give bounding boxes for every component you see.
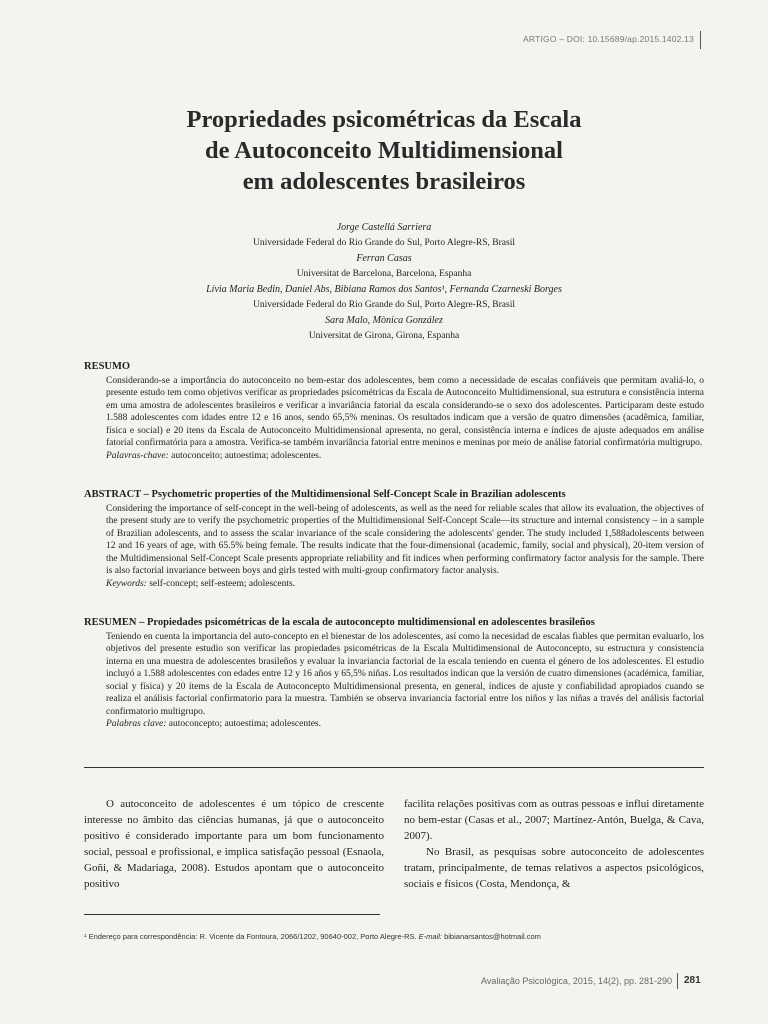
author-list [84, 220, 684, 344]
resumen-body: Teniendo en cuenta la importancia del auto-concepto en el bienestar de los adolescentes, así como la necesidad de escalas fiables que permitan evaluarlo, los objetivos del presente estudio son verificar las propiedades psicométricas de la Escala Multidimensional de Autoconcepto, su estructura y consistencia interna en una muestra de adolescentes brasileños y evaluar la invariancia factorial de la escala teniendo en cuenta el género de los adolescentes. El estudio incluyó a 1.588 adolescentes con edades entre 12 y 16 años y 65,5% niñas. Los resultados indican que la versión de cuatro dimensiones (académica, familiar, social y física) y 20 ítems de la Escala de Autoconcepto Multidimensional presenta, en general, índices de ajuste y confiabilidad apropiados cuando se realiza el análisis factorial confirmatorio para la muestra. También se observa invariancia factorial entre los niños y las niñas a través del análisis factorial confirmatorio multigrupo. [106, 631, 704, 717]
abstract-body: Considering the importance of self-concept in the well-being of adolescents, as well as the need for reliable scales that allow its evaluation, the objectives of the present study are to verify the psychometric properties of the Multidimensional Self-Concept Scale—its structure and internal consistency – in a sample of Brazilian adolescents, and to assess the scalar invariance of the scale considering the adolescents' gender. The study included 1,588adolescents between 12 and 16 years of age, with 65.5% being female. The results indicate that the four-dimensional (academic, family, social and physical), 20-item version of the Multidimensional Self-Concept Scale presents appropriate reliability and fit indices when performing confirmatory factor analysis for the sample. There is also factorial invariance between boys and girls tested with multi-group confirmatory factor analysis. [106, 503, 704, 576]
author-affiliation: Universidade Federal do Rio Grande do Sul, Porto Alegre-RS, Brasil [252, 299, 515, 310]
author-name: Sara Malo, Mònica González [325, 315, 443, 326]
resumo-section [84, 361, 704, 462]
body-paragraph: No Brasil, as pesquisas sobre autoconceito de adolescentes tratam, principalmente, de temas relativos a aspectos psicológicos, sociais e físicos (Costa, Mendonça, & [404, 846, 704, 890]
resumo-body: Considerando-se a importância do autoconceito no bem-estar dos adolescentes, bem como a necessidade de escalas confiáveis que permitam avaliá-lo, o presente estudo tem como objetivos verificar as propriedades psicométricas da Escala de Autoconceito Multidimensional, sua estrutura e consistência interna em uma amostra de adolescentes brasileiros e verificar a invariância fatorial da escala considerando-se o sexo dos adolescentes. Participaram deste estudo 1.588 adolescentes com idades entre 12 e 16 anos, sendo 65,5% meninas. Os resultados indicam que a versão de quatro dimensões (acadêmica, familiar, física e social) e 20 itens da Escala de Autoconceito Multidimensional apresenta, no geral, consistência interna e índices de ajuste adequados em análise fatorial confirmatória para a amostra. Verifica-se também invariância fatorial entre meninos e meninas por meio de análise fatorial confirmatória multigrupo. [106, 375, 704, 448]
body-paragraph: facilita relações positivas com as outras pessoas e influi diretamente no bem-estar (Casas et al., 2007; Martínez-Antón, Buelga, & Cava, 2007). [404, 798, 704, 842]
body-paragraph: O autoconceito de adolescentes é um tópico de crescente interesse no âmbito das ciências humanas, já que o autoconceito positivo é considerado importante para um bom funcionamento social, pessoal e profissional, e implica satisfação pessoal (Esnaola, Goñi, & Madariaga, 2008). Estudos apontam que o autoconceito positivo [84, 798, 384, 890]
keywords-text: self-concept; self-esteem; adolescents. [146, 578, 296, 589]
resumo-heading: RESUMO [84, 361, 131, 372]
keywords-text: autoconcepto; autoestima; adolescentes. [166, 719, 322, 729]
resumen-section [84, 617, 704, 731]
keywords-label: Keywords: [106, 578, 147, 589]
abstract-heading: ABSTRACT – Psychometric properties of the Multidimensional Self-Concept Scale in Brazilian adolescents [84, 489, 566, 500]
header-divider [700, 31, 701, 49]
article-doi: ARTIGO – DOI: 10.15689/ap.2015.1402.13 [523, 34, 694, 44]
article-title [84, 104, 684, 197]
abstract-section [84, 489, 704, 590]
resumo-keywords [106, 450, 704, 463]
keywords-text: autoconceito; autoestima; adolescentes. [168, 450, 322, 461]
page-number: 281 [677, 973, 701, 989]
author-affiliation: Universitat de Barcelona, Barcelona, Espanha [296, 268, 472, 279]
footnote-text: ¹ Endereço para correspondência: R. Vicente da Fontoura, 2066/1202, 90640-002, Porto Alegre-RS. [84, 932, 417, 941]
author-name: Ferran Casas [356, 253, 412, 264]
author-name: Jorge Castellá Sarriera [336, 222, 432, 233]
footnote [84, 932, 704, 941]
keywords-label: Palabras clave: [106, 719, 167, 729]
body-column-left [84, 796, 384, 892]
title-line-3: em adolescentes brasileiros [242, 168, 526, 195]
footnote-divider [84, 914, 380, 915]
keywords-label: Palavras-chave: [106, 450, 169, 461]
title-line-2: de Autoconceito Multidimensional [205, 137, 563, 164]
footnote-email: bibianarsantos@hotmail.com [442, 932, 541, 941]
abstract-keywords [106, 578, 704, 591]
body-column-right [404, 796, 704, 892]
author-name: Lívia Maria Bedin, Daniel Abs, Bibiana Ramos dos Santos¹, Fernanda Czarneski Borges [206, 284, 562, 295]
section-divider [84, 767, 704, 768]
author-affiliation: Universitat de Girona, Girona, Espanha [308, 330, 460, 341]
author-affiliation: Universidade Federal do Rio Grande do Sul, Porto Alegre-RS, Brasil [252, 237, 515, 248]
title-line-1: Propriedades psicométricas da Escala [186, 106, 582, 133]
resumen-keywords [106, 718, 704, 731]
journal-citation: Avaliação Psicológica, 2015, 14(2), pp. 281-290 [481, 976, 672, 986]
resumen-heading: RESUMEN – Propiedades psicométricas de la escala de autoconcepto multidimensional en adolescentes brasileños [84, 617, 595, 628]
footnote-email-label: E-mail: [418, 932, 443, 941]
